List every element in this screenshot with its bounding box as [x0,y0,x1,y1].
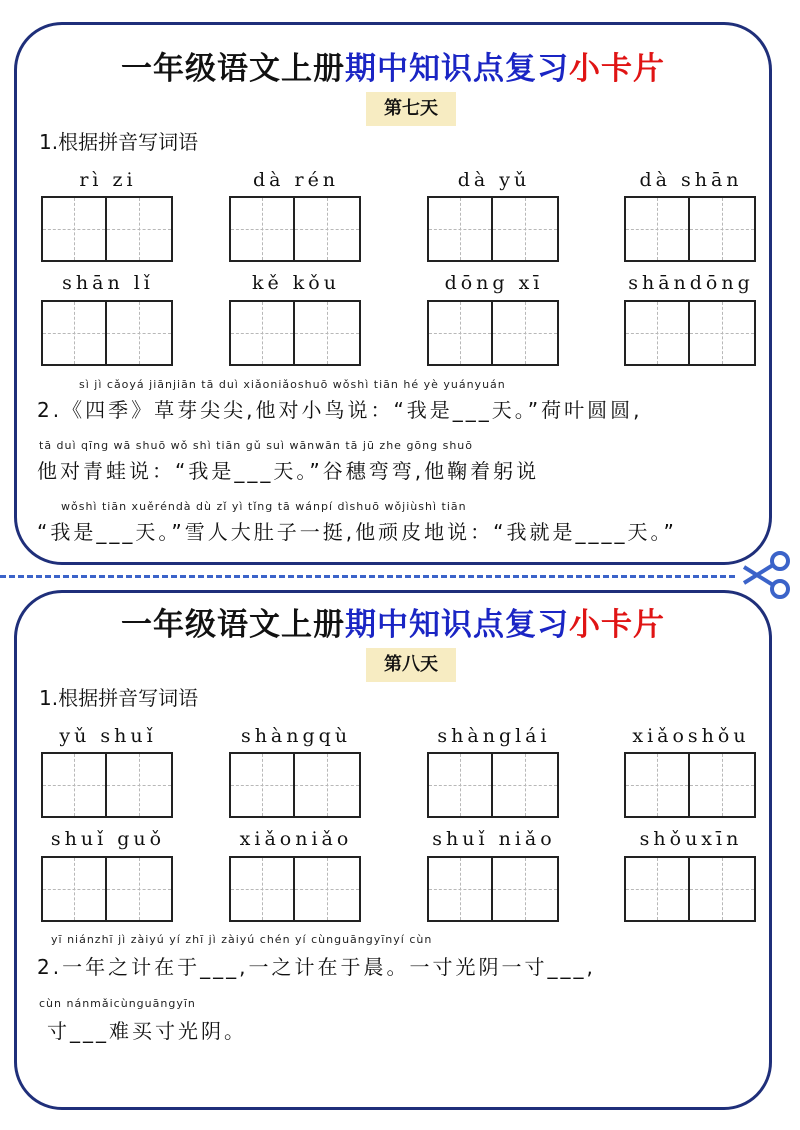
grid-cell[interactable] [427,196,493,262]
grid-cell[interactable] [493,300,559,366]
card-day-7 [14,22,772,565]
grid-cell[interactable] [229,196,295,262]
grid-cell[interactable] [107,752,173,818]
writing-grid[interactable] [229,300,361,366]
passage-line: 他对青蛙说：“我是___天。”谷穗弯弯,他鞠着躬说 [37,459,540,483]
pinyin-label: shànglái [437,725,551,747]
writing-grid[interactable] [229,752,361,818]
grid-cell[interactable] [295,196,361,262]
grid-cell[interactable] [690,300,756,366]
writing-grid[interactable] [427,752,559,818]
writing-grid[interactable] [624,752,756,818]
passage-pinyin: wǒshì tiān xuěréndà dù zǐ yì tǐng tā wánpí dìshuō wǒjiùshì tiān [61,500,467,513]
writing-grid[interactable] [41,856,173,922]
passage-line: 2.一年之计在于___,一之计在于晨。一寸光阴一寸___, [37,955,596,979]
grid-cell[interactable] [493,196,559,262]
cut-line-divider [0,575,735,578]
passage-pinyin: cùn nánmǎicùnguāngyīn [39,997,196,1010]
writing-grid[interactable] [41,196,173,262]
pinyin-label: dà shān [639,169,743,191]
grid-cell[interactable] [107,856,173,922]
pinyin-label: dà rén [252,169,340,191]
pinyin-label: dōng xī [444,272,544,294]
grid-cell[interactable] [295,300,361,366]
writing-grid[interactable] [229,856,361,922]
pinyin-label: shān lǐ [62,272,154,294]
grid-cell[interactable] [229,752,295,818]
grid-cell[interactable] [107,300,173,366]
card-day-8 [14,590,772,1110]
grid-cell[interactable] [690,752,756,818]
passage-line: 2.《四季》草芽尖尖,他对小鸟说：“我是___天。”荷叶圆圆, [37,398,643,422]
passage-pinyin: sì jì cǎoyá jiānjiān tā duì xiǎoniǎoshuō wǒshì tiān hé yè yuányuán [79,378,506,391]
title-part-grade: 一年级语文上册 [121,51,345,87]
pinyin-label: shuǐ niǎo [432,828,556,850]
title-part-card: 小卡片 [569,607,665,643]
grid-cell[interactable] [229,856,295,922]
grid-cell[interactable] [624,856,690,922]
pinyin-label: rì zi [79,169,137,191]
pinyin-label: shāndōng [628,272,754,294]
writing-grid[interactable] [427,856,559,922]
passage-pinyin: yī niánzhī jì zàiyú yí zhī jì zàiyú chén yí cùnguāngyīnyí cùn [51,933,433,946]
grid-cell[interactable] [427,856,493,922]
day-label: 第八天 [366,648,456,682]
pinyin-label: xiǎoshǒu [632,725,750,747]
pinyin-label: xiǎoniǎo [239,828,353,850]
section-heading: 1.根据拼音写词语 [39,130,199,154]
title-part-review: 期中知识点复习 [345,51,569,87]
title-part-review: 期中知识点复习 [345,607,569,643]
title-part-grade: 一年级语文上册 [121,607,345,643]
grid-cell[interactable] [229,300,295,366]
grid-cell[interactable] [295,752,361,818]
card-title [17,603,769,647]
pinyin-label: shuǐ guǒ [50,828,166,850]
grid-cell[interactable] [493,752,559,818]
pinyin-label: kě kǒu [252,272,340,294]
grid-cell[interactable] [427,300,493,366]
grid-cell[interactable] [41,196,107,262]
scissors-icon [738,550,794,600]
writing-grid[interactable] [427,196,559,262]
grid-cell[interactable] [690,196,756,262]
grid-cell[interactable] [624,196,690,262]
writing-grid[interactable] [624,856,756,922]
grid-cell[interactable] [624,300,690,366]
writing-grid[interactable] [229,196,361,262]
writing-grid[interactable] [427,300,559,366]
card-title [17,47,769,91]
pinyin-label: shǒuxīn [639,828,743,850]
passage-line: 寸___难买寸光阴。 [47,1019,247,1043]
pinyin-label: yǔ shuǐ [59,725,157,747]
pinyin-label: shàngqù [240,725,352,747]
grid-cell[interactable] [41,752,107,818]
title-part-card: 小卡片 [569,51,665,87]
passage-pinyin: tā duì qīng wā shuō wǒ shì tiān gǔ suì wānwān tā jū zhe gōng shuō [39,439,474,452]
writing-grid[interactable] [624,300,756,366]
writing-grid[interactable] [41,752,173,818]
grid-cell[interactable] [427,752,493,818]
grid-cell[interactable] [690,856,756,922]
passage-line: “我是___天。”雪人大肚子一挺,他顽皮地说：“我就是____天。” [37,520,677,544]
grid-cell[interactable] [624,752,690,818]
grid-cell[interactable] [41,856,107,922]
grid-cell[interactable] [295,856,361,922]
writing-grid[interactable] [624,196,756,262]
grid-cell[interactable] [41,300,107,366]
writing-grid[interactable] [41,300,173,366]
section-heading: 1.根据拼音写词语 [39,686,199,710]
grid-cell[interactable] [493,856,559,922]
grid-cell[interactable] [107,196,173,262]
pinyin-label: dà yǔ [457,169,531,191]
day-label: 第七天 [366,92,456,126]
